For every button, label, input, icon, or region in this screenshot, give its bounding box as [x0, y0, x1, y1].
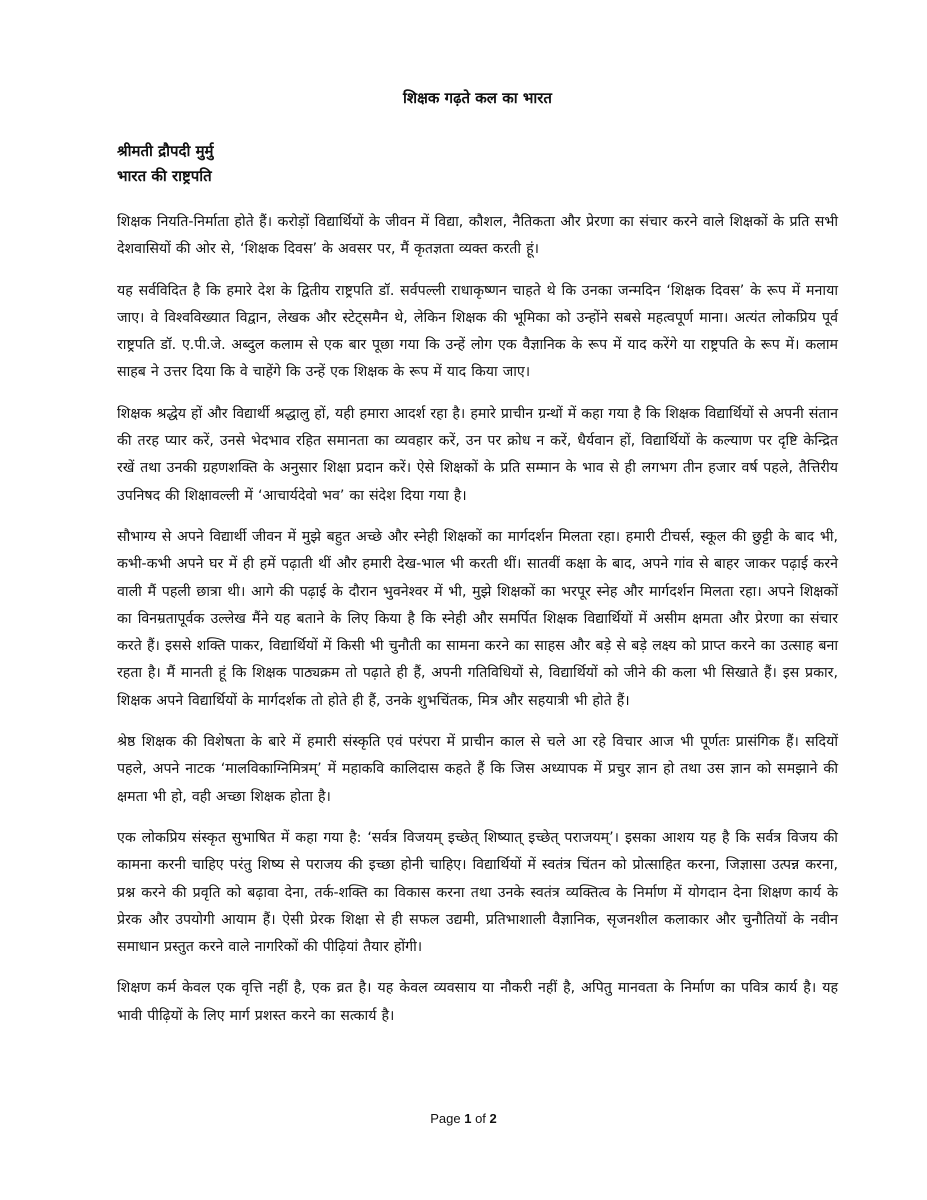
current-page-number: 1 [464, 1111, 472, 1126]
author-name: श्रीमती द्रौपदी मुर्मु [117, 142, 214, 160]
paragraph-4: सौभाग्य से अपने विद्यार्थी जीवन में मुझे बहुत अच्छे और स्नेही शिक्षकों का मार्गदर्शन मिलता रहा। हमारी टीचर्स, स्कूल की छुट्टी के बाद भी, कभी-कभी अपने घर में ही हमें पढ़ाती थीं और हमारी देख-भाल भी करती थीं। सातवीं कक्षा के बाद, अपने गांव से बाहर जाकर पढ़ाई करने वाली मैं पहली छात्रा थी। आगे की पढ़ाई के दौरान भुवनेश्वर में भी, मुझे शिक्षकों का भरपूर स्नेह और मार्गदर्शन मिलता रहा। अपने शिक्षकों का विनम्रतापूर्वक उल्लेख मैंने यह बताने के लिए किया है कि स्नेही और समर्पित शिक्षक विद्यार्थियों में असीम क्षमता और प्रेरणा का संचार करते हैं। इससे शक्ति पाकर, विद्यार्थियों में किसी भी चुनौती का सामना करने का साहस और बड़े से बड़े लक्ष्य को प्राप्त करने का उत्साह बना रहता है। मैं मानती हूं कि शिक्षक पाठ्यक्रम तो पढ़ाते ही हैं, अपनी गतिविधियों से, विद्यार्थियों को जीने की कला भी सिखाते हैं। इस प्रकार, शिक्षक अपने विद्यार्थियों के मार्गदर्शक तो होते ही हैं, उनके शुभचिंतक, मित्र और सहयात्री भी होते हैं। [117, 528, 838, 709]
paragraph-2: यह सर्वविदित है कि हमारे देश के द्वितीय राष्ट्रपति डॉ. सर्वपल्ली राधाकृष्णन चाहते थे कि उनका जन्मदिन ‘शिक्षक दिवस’ के रूप में मनाया जाए। वे विश्वविख्यात विद्वान, लेखक और स्टेट्समैन थे, लेकिन शिक्षक की भूमिका को उन्होंने सबसे महत्वपूर्ण माना। अत्यंत लोकप्रिय पूर्व राष्ट्रपति डॉ. ए.पी.जे. अब्दुल कलाम से एक बार पूछा गया कि उन्हें लोग एक वैज्ञानिक के रूप में याद करेंगे या राष्ट्रपति के रूप में। कलाम साहब ने उत्तर दिया कि वे चाहेंगे कि उन्हें एक शिक्षक के रूप में याद किया जाए। [117, 282, 838, 381]
paragraph-6: एक लोकप्रिय संस्कृत सुभाषित में कहा गया है: ‘सर्वत्र विजयम् इच्छेत् शिष्यात् इच्छेत् पराजयम्’। इसका आशय यह है कि सर्वत्र विजय की कामना करनी चाहिए परंतु शिष्य से पराजय की इच्छा होनी चाहिए। विद्यार्थियों में स्वतंत्र चिंतन को प्रोत्साहित करना, जिज्ञासा उत्पन्न करना, प्रश्न करने की प्रवृति को बढ़ावा देना, तर्क-शक्ति का विकास करना तथा उनके स्वतंत्र व्यक्तित्व के निर्माण में योगदान देना शिक्षण कार्य के प्रेरक और उपयोगी आयाम हैं। ऐसी प्रेरक शिक्षा से ही सफल उद्यमी, प्रतिभाशाली वैज्ञानिक, सृजनशील कलाकार और चुनौतियों के नवीन समाधान प्रस्तुत करने वाले नागरिकों की पीढ़ियां तैयार होंगी। [117, 829, 838, 956]
paragraph-7: शिक्षण कर्म केवल एक वृत्ति नहीं है, एक व्रत है। यह केवल व्यवसाय या नौकरी नहीं है, अपितु मानवता के निर्माण का पवित्र कार्य है। यह भावी पीढ़ियों के लिए मार्ग प्रशस्त करने का सत्कार्य है। [117, 980, 838, 1024]
paragraph-3: शिक्षक श्रद्धेय हों और विद्यार्थी श्रद्धालु हों, यही हमारा आदर्श रहा है। हमारे प्राचीन ग्रन्थों में कहा गया है कि शिक्षक विद्यार्थियों से अपनी संतान की तरह प्यार करें, उनसे भेदभाव रहित समानता का व्यवहार करें, उन पर क्रोध न करें, धैर्यवान हों, विद्यार्थियों के कल्याण पर दृष्टि केन्द्रित रखें तथा उनकी ग्रहणशक्ति के अनुसार शिक्षा प्रदान करें। ऐसे शिक्षकों के प्रति सम्मान के भाव से ही लगभग तीन हजार वर्ष पहले, तैत्तिरीय उपनिषद की शिक्षावल्ली में ‘आचार्यदेवो भव’ का संदेश दिया गया है। [117, 405, 838, 504]
of-word: of [475, 1111, 486, 1126]
author-block [117, 139, 838, 189]
page-number-footer [0, 1111, 927, 1126]
paragraph-5: श्रेष्ठ शिक्षक की विशेषता के बारे में हमारी संस्कृति एवं परंपरा में प्राचीन काल से चले आ रहे विचार आज भी पूर्णतः प्रासंगिक हैं। सदियों पहले, अपने नाटक ‘मालविकाग्निमित्रम्’ में महाकवि कालिदास कहते हैं कि जिस अध्यापक में प्रचुर ज्ञान हो तथा उस ज्ञान को समझाने की क्षमता भी हो, वही अच्छा शिक्षक होता है। [117, 734, 838, 805]
author-title: भारत की राष्ट्रपति [117, 167, 212, 185]
paragraph-1: शिक्षक नियति-निर्माता होते हैं। करोड़ों विद्यार्थियों के जीवन में विद्या, कौशल, नैतिकता और प्रेरणा का संचार करने वाले शिक्षकों के प्रति सभी देशवासियों की ओर से, ‘शिक्षक दिवस’ के अवसर पर, मैं कृतज्ञता व्यक्त करती हूं। [117, 214, 838, 258]
document-title: शिक्षक गढ़ते कल का भारत [403, 89, 552, 107]
page-word: Page [430, 1111, 461, 1126]
total-pages-number: 2 [489, 1111, 497, 1126]
